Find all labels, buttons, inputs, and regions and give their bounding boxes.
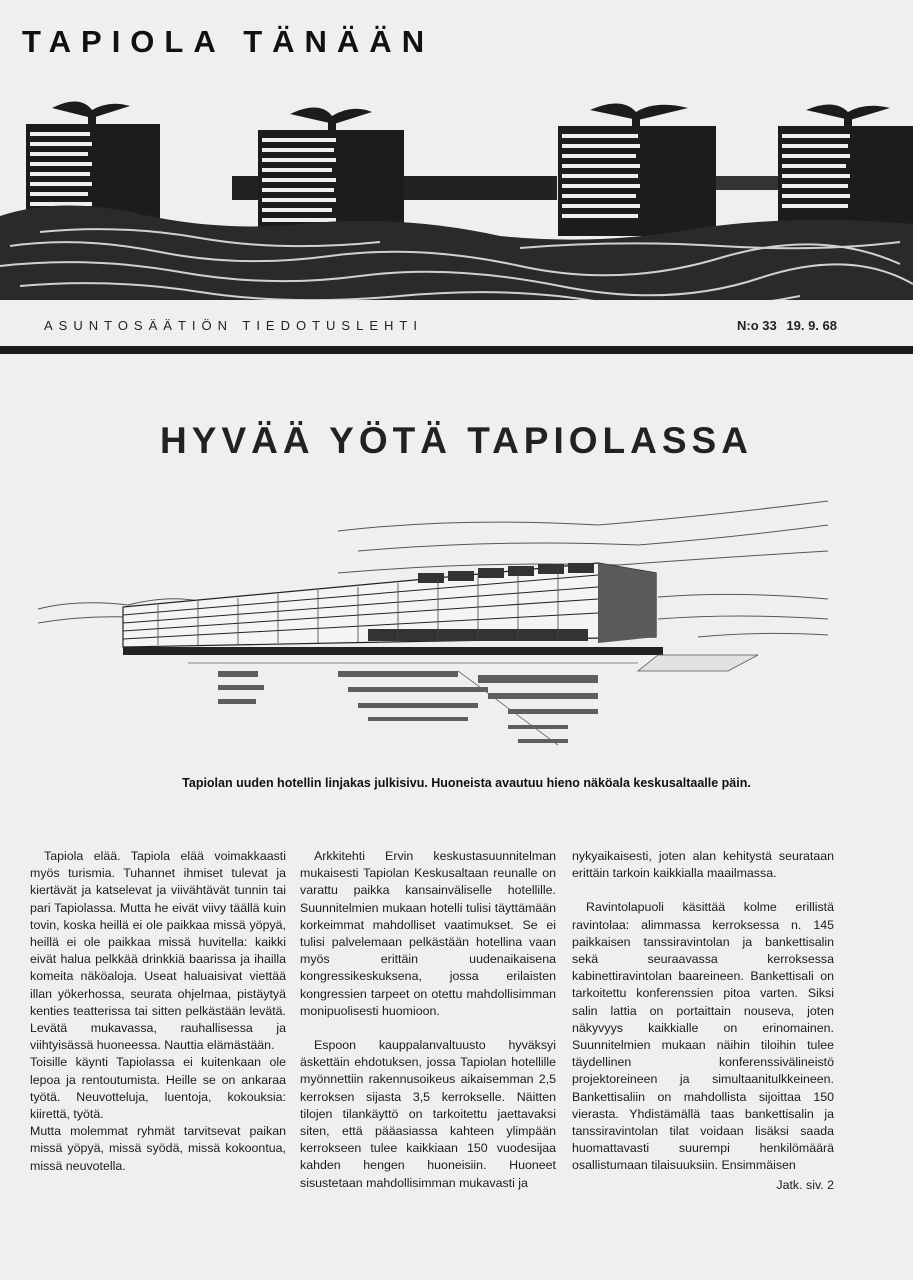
col3-paragraph-1: nykyaikaisesti, joten alan kehitystä seurataan erittäin tarkoin kaikkialla maailmassa. [572,849,834,881]
image-caption: Tapiolan uuden hotellin linjakas julkisivu. Huoneista avautuu hieno näköala keskusaltaalle päin. [182,776,751,790]
issue-date: 19. 9. 68 [786,318,837,333]
article-column-3 [572,848,834,1194]
col1-paragraph-3: Mutta molemmat ryhmät tarvitsevat paikan missä yöpyä, missä syödä, missä kokoontua, missä neuvotella. [30,1124,286,1173]
masthead-divider [0,346,913,354]
article-column-2 [300,848,556,1192]
article-column-1 [30,848,286,1175]
col2-paragraph-2: Espoon kauppalanvaltuusto hyväksyi äskettäin ehdotuksen, jossa Tapiolan hotellille myönnettiin rakennusoikeus aikaisemman 2,5 kerroksen sijasta 3,5 kerrokselle. Näitten tilojen tilankäyttö on tarkoitettu jaettavaksi siten, että pääasiassa kahteen ylimpään kerrokseen tulee kaikkiaan 150 vuodesijaa kahden hengen huoneisiin. Huoneet sisustetaan mahdollisimman mukavasti ja [300,1038,556,1190]
publication-subtitle: ASUNTOSÄÄTIÖN TIEDOTUSLEHTI [44,318,423,333]
col1-paragraph-1: Tapiola elää. Tapiola elää voimakkaasti myös turismia. Tuhannet ihmiset tulevat ja kiertävät ja katselevat ja viivähtävät tunnin tai pari Tapiolassa. Mutta he eivät viivy täällä kuin tovin, koska heillä ei ole paikkaa missä yöpyä, heillä ei ole paikkaa missä huvitella: kaikki eivät halua pelkkää drinkkiä baarissa ja ihailla komeita näköaloja. Useat haluaisivat viettää illan yökerhossa, seurata ohjelmaa, pistäytyä kenties teatterissa tai sitten pelkästään levätä. Levätä mukavassa, rauhallisessa ja viihtyisässä huoneessa. Nauttia elämästään. [30,849,286,1053]
issue-info [731,318,837,333]
hotel-illustration [38,495,838,767]
hotel-building [123,563,663,655]
col1-paragraph-2: Toisille käynti Tapiolassa ei kuitenkaan ole lepoa ja rentoutumista. Heille se on ankaraa työtä. Neuvotteluja, luentoja, kokouksia: kiirettä, työtä. [30,1055,286,1122]
masthead-title: TAPIOLA TÄNÄÄN [22,24,435,59]
article-headline: HYVÄÄ YÖTÄ TAPIOLASSA [160,420,753,461]
col3-paragraph-2: Ravintolapuoli käsittää kolme erillistä ravintolaa: alimmassa kerroksessa n. 145 paikkaisen tanssiravintolan ja bankettisalin sekä seuraavassa kerroksessa kabinettiravintolan baareineen. Bankettisali on tarkoitettu konferenssien pitoa varten. Siksi salin lattia on portaittain nouseva, joten näkyvyys kaikkialle on erinomainen. Suunnitelmien mukaan näihin tiloihin tulee täydellinen konferenssivälineistö projektoreineen ja simultaanitulkkeineen. Bankettisaliin on mahdollista sijoittaa 150 vierasta. Yhdistämällä taas bankettisalin ja tanssiravintolan tilat voidaan lisäksi saada huomattavasti suurempi henkilömäärä osallistumaan tilaisuuksiin. Ensimmäisen [572,900,834,1173]
masthead-illustration [0,96,913,308]
continued-on-page-link[interactable]: Jatk. siv. 2 [776,1177,834,1192]
col2-paragraph-1: Arkkitehti Ervin keskustasuunnitelman mukaisesti Tapiolan Keskusaltaan reunalle on varattu paikka kansainväliselle hotellille. Suunnitelmien mukaan hotelli tulisi täyttämään korkeimmat mahdolliset vaatimukset. Se ei tulisi palvelemaan pelkästään hotellina vaan myös erittäin uudenaikaisena kongressikeskuksena, jossa erilaisten kongressien tarpeet on otettu mahdollisimman monipuolisesti huomioon. [300,849,556,1018]
issue-number: N:o 33 [737,318,777,333]
masthead-subtitle-bar [0,318,913,344]
